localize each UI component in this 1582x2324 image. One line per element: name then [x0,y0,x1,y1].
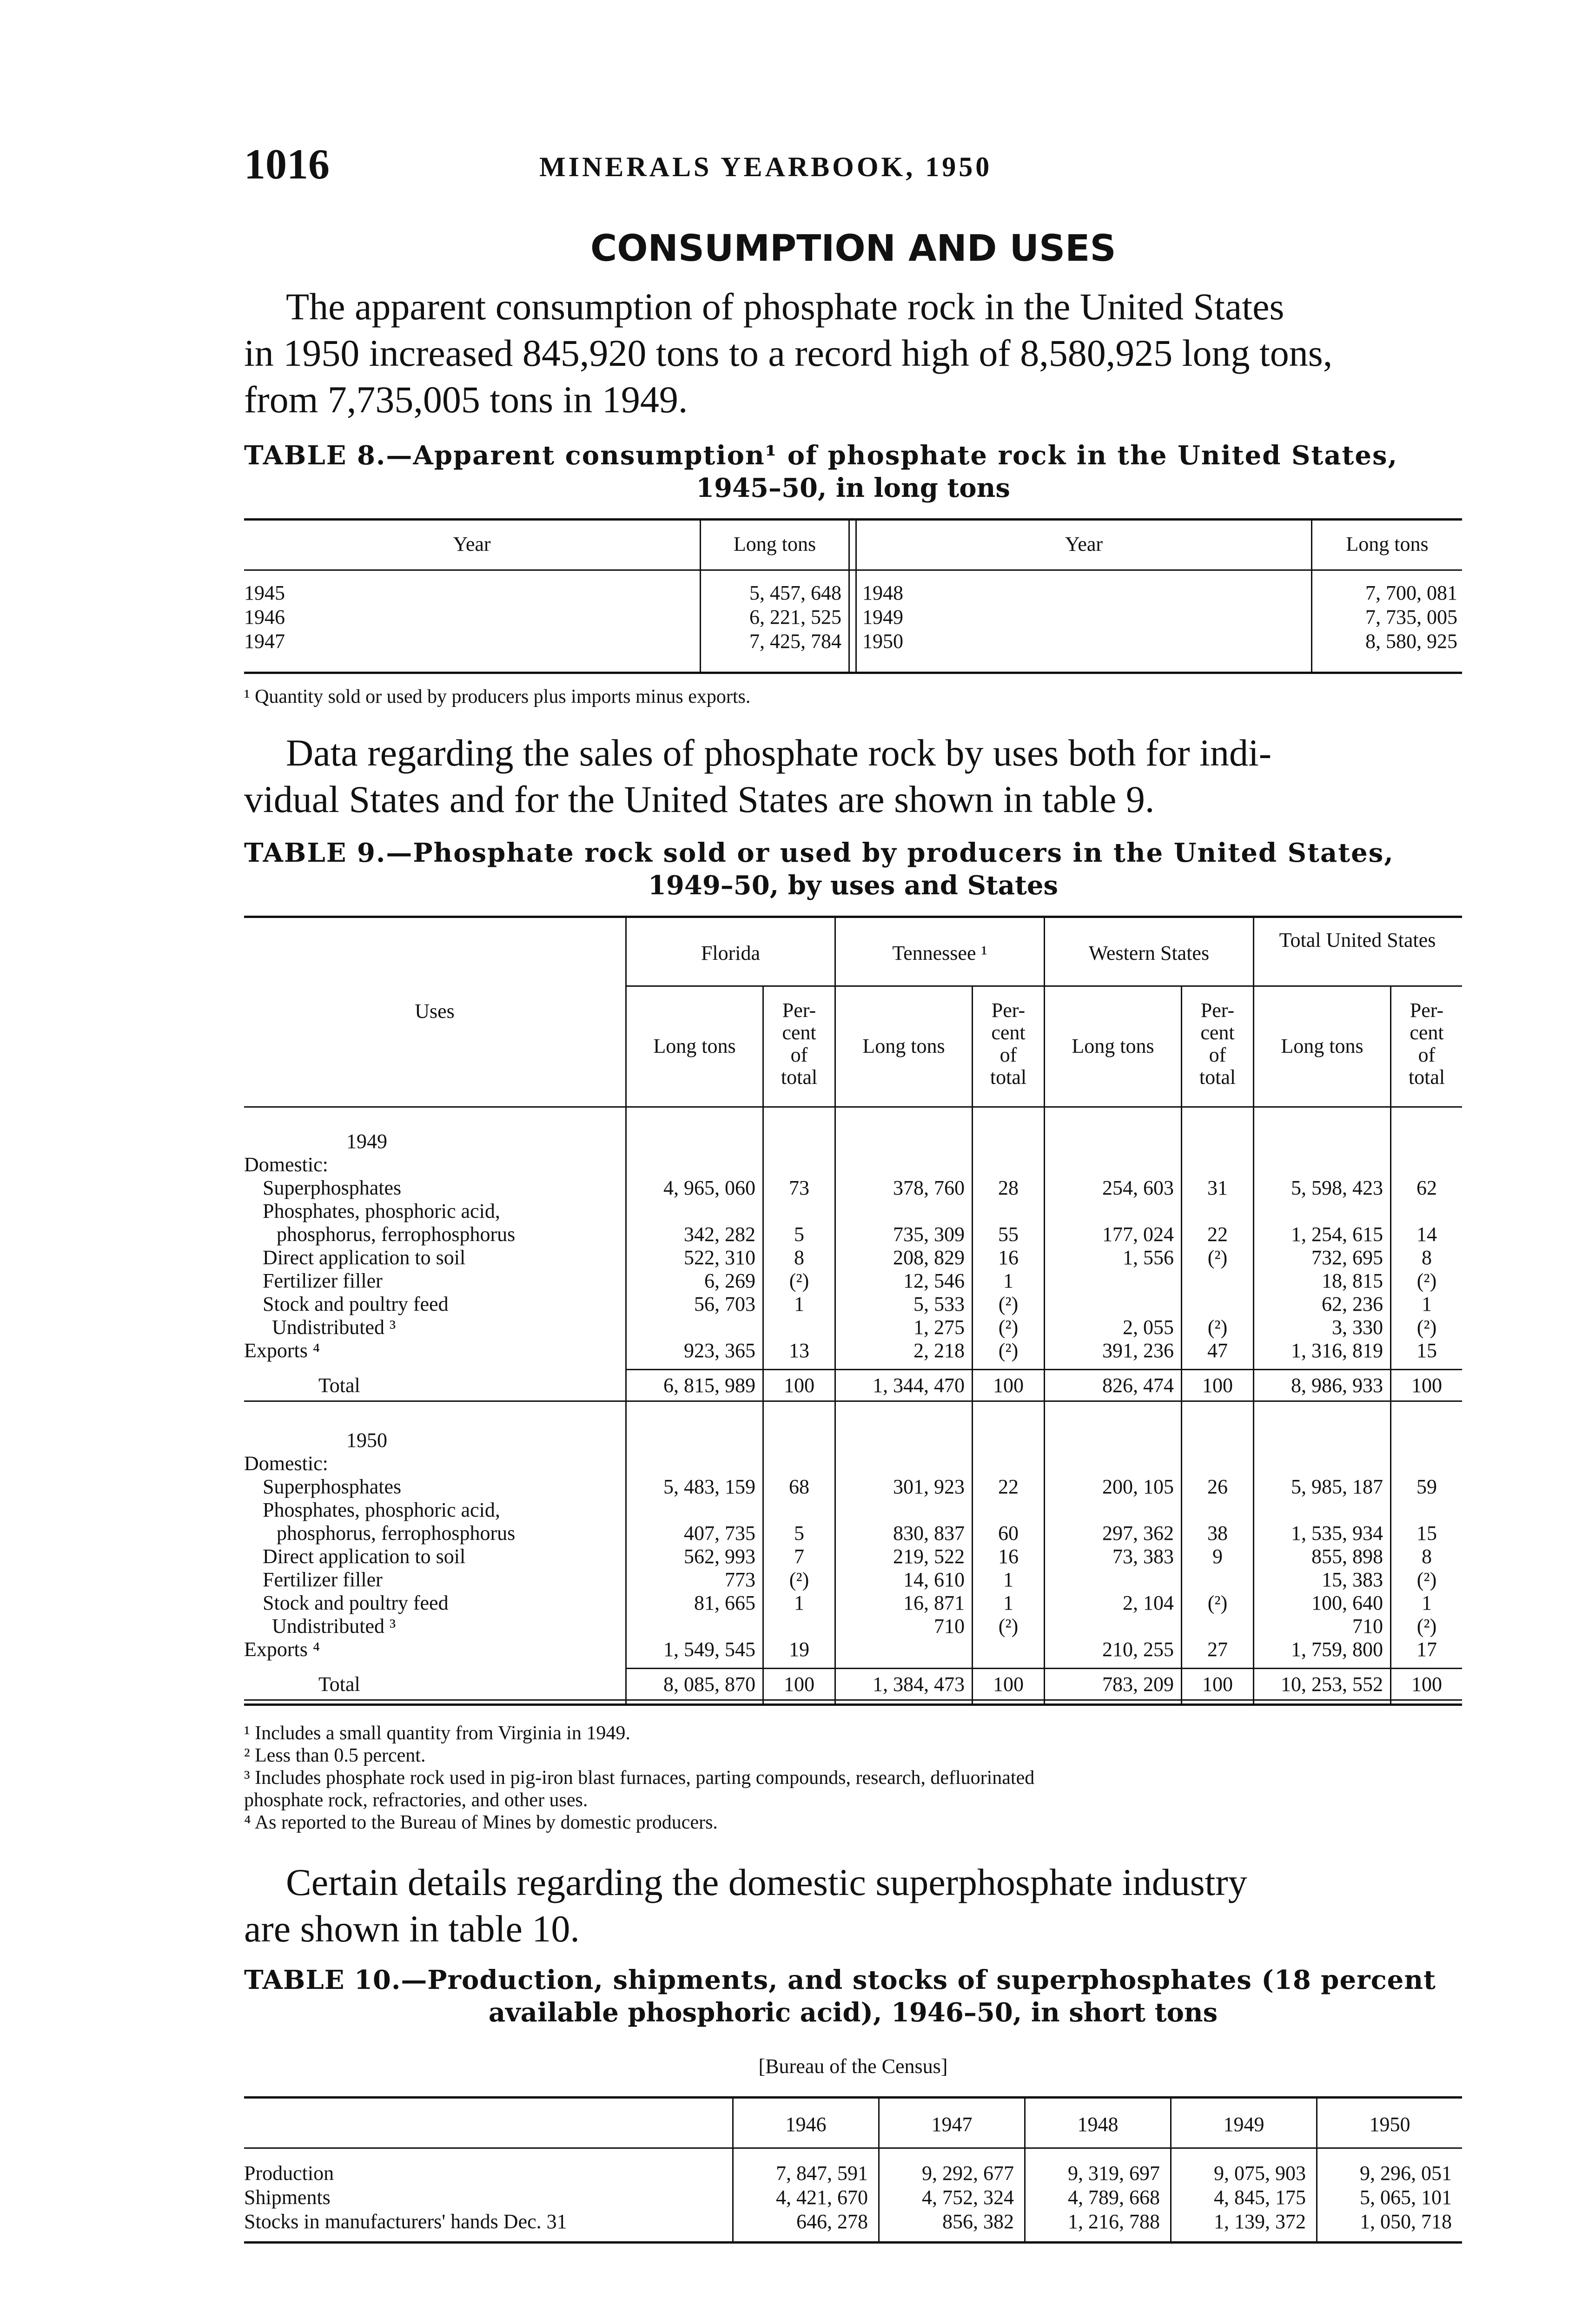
value-cell: 4, 752, 324 [922,2186,1014,2209]
subheader-percent-of-total: Per- [1200,999,1235,1022]
tons-cell: 2, 218 [913,1339,965,1362]
percent-cell: 100 [1202,1374,1233,1397]
value-cell: 1, 050, 718 [1360,2210,1452,2233]
percent-cell: 1 [1003,1568,1013,1591]
subheader-percent-of-total: cent [782,1021,816,1044]
tons-cell: 18, 815 [1322,1269,1383,1292]
percent-cell: 100 [993,1673,1024,1696]
value-cell: 1, 139, 372 [1214,2210,1306,2233]
percent-cell: 8 [1422,1545,1432,1568]
row-label: Phosphates, phosphoric acid, [263,1200,500,1222]
text-line: are shown in table 10. [244,1908,580,1950]
percent-cell: 100 [1411,1673,1442,1696]
row-label: Undistributed ³ [272,1316,396,1339]
row-label: Direct application to soil [263,1545,466,1568]
year-cell: 1946 [244,606,285,628]
year-column-header: 1949 [1223,2113,1264,2136]
row-label: phosphorus, ferrophosphorus [277,1522,516,1545]
percent-cell: (²) [998,1339,1019,1362]
percent-cell: (²) [1207,1591,1228,1614]
text-line: in 1950 increased 845,920 tons to a record high of 8,580,925 long tons, [244,332,1333,374]
table9-footnotes [244,1722,1462,1834]
footnote: ⁴ As reported to the Bureau of Mines by domestic producers. [244,1812,718,1833]
row-label: Exports ⁴ [244,1638,320,1661]
tons-cell: 1, 384, 473 [873,1673,965,1696]
value-cell: 856, 382 [942,2210,1014,2233]
percent-cell: 22 [998,1475,1019,1498]
row-label: Shipments [244,2186,331,2209]
col-header-long-tons: Long tons [1346,533,1429,555]
percent-cell: 1 [794,1293,804,1315]
tons-cell: 522, 310 [684,1246,755,1269]
text-line: Data regarding the sales of phosphate rock by uses both for indi- [286,732,1272,774]
row-label: Stock and poultry feed [263,1293,449,1315]
percent-cell: 1 [1003,1269,1013,1292]
tons-cell: 1, 759, 800 [1291,1638,1383,1661]
tons-cell: 391, 236 [1102,1339,1174,1362]
tons-cell: 15, 383 [1322,1568,1383,1591]
footnote: ¹ Includes a small quantity from Virginia in 1949. [244,1723,630,1744]
row-label: Superphosphates [263,1176,402,1199]
percent-cell: 73 [789,1176,809,1199]
percent-cell: 9 [1212,1545,1223,1568]
percent-cell: (²) [1417,1615,1437,1637]
subheader-percent-of-total: total [1408,1066,1445,1089]
tons-cell: 1, 556 [1123,1246,1174,1269]
footnote: phosphate rock, refractories, and other uses. [244,1789,588,1811]
percent-cell: 38 [1207,1522,1228,1545]
tons-cell: 73, 383 [1112,1545,1174,1568]
tons-cell: 16, 871 [903,1591,965,1614]
year-column-header: 1946 [785,2113,827,2136]
row-label: Phosphates, phosphoric acid, [263,1499,500,1521]
tons-cell: 8, 986, 933 [1291,1374,1383,1397]
tons-cell: 297, 362 [1102,1522,1174,1545]
value-cell: 9, 292, 677 [922,2162,1014,2185]
value-cell: 4, 845, 175 [1214,2186,1306,2209]
tons-cell: 5, 533 [913,1293,965,1315]
intro-paragraph [244,284,1462,423]
tons-cell: 773 [725,1568,755,1591]
percent-cell: 1 [794,1591,804,1614]
subheader-long-tons: Long tons [653,1035,736,1057]
percent-cell: 100 [1202,1673,1233,1696]
tons-cell: 1, 535, 934 [1291,1522,1383,1545]
tons-cell: 6, 815, 989 [663,1374,755,1397]
tons-cell: 2, 104 [1123,1591,1174,1614]
text-line: Certain details regarding the domestic superphosphate industry [286,1861,1247,1903]
year-column-header: 1948 [1077,2113,1119,2136]
tons-cell: 10, 253, 552 [1281,1673,1383,1696]
tons-cell: 254, 603 [1102,1176,1174,1199]
value-cell: 4, 789, 668 [1068,2186,1160,2209]
row-label: Fertilizer filler [263,1269,383,1292]
col-header-uses: Uses [415,1000,455,1023]
col-header-year: Year [1065,533,1103,555]
table9-caption [244,837,1462,902]
tons-cell: 4, 965, 060 [663,1176,755,1199]
percent-cell: 62 [1417,1176,1437,1199]
footnote: ³ Includes phosphate rock used in pig-iron blast furnaces, parting compounds, research, defluorinated [244,1767,1035,1789]
year-heading: 1949 [346,1130,387,1153]
percent-cell: 47 [1207,1339,1228,1362]
percent-cell: (²) [789,1568,809,1591]
tons-cell: 562, 993 [684,1545,755,1568]
subheader-percent-of-total: of [1418,1043,1436,1066]
caption-line: available phosphoric acid), 1946–50, in short tons [488,1997,1218,2028]
value-cell: 9, 296, 051 [1360,2162,1452,2185]
section-heading: CONSUMPTION AND USES [590,228,1116,270]
caption-line: 1949–50, by uses and States [648,870,1059,901]
subheader-long-tons: Long tons [1072,1035,1154,1057]
tons-cell: 8, 085, 870 [663,1673,755,1696]
percent-cell: (²) [1417,1316,1437,1339]
text-line: from 7,735,005 tons in 1949. [244,378,688,421]
percent-cell: 8 [1422,1246,1432,1269]
value-cell: 646, 278 [796,2210,868,2233]
year-cell: 1945 [244,581,285,604]
table8 [244,518,1462,676]
percent-cell: 26 [1207,1475,1228,1498]
paragraph-2 [244,730,1462,823]
percent-cell: 16 [998,1246,1019,1269]
total-row-label: Total [318,1374,360,1397]
caption-line: TABLE 8.—Apparent consumption¹ of phosphate rock in the United States, [244,440,1398,471]
row-label: Undistributed ³ [272,1615,396,1637]
tons-cell: 14, 610 [903,1568,965,1591]
tons-cell: 177, 024 [1102,1223,1174,1246]
year-heading: 1950 [346,1429,387,1452]
col-header-long-tons: Long tons [733,533,816,555]
running-title: MINERALS YEARBOOK, 1950 [539,152,993,182]
tons-cell: 1, 316, 819 [1291,1339,1383,1362]
text-line: vidual States and for the United States are shown in table 9. [244,778,1155,820]
group-header-western-states: Western States [1088,942,1210,964]
table8-caption [244,439,1462,504]
subheader-percent-of-total: Per- [991,999,1026,1022]
row-label: Production [244,2162,334,2185]
group-header-total-us: Total United States [1279,929,1436,951]
tons-cell: 1, 254, 615 [1291,1223,1383,1246]
subheader-long-tons: Long tons [1281,1035,1364,1057]
row-label: Stocks in manufacturers' hands Dec. 31 [244,2210,567,2233]
tons-cell: 407, 735 [684,1522,755,1545]
percent-cell: (²) [998,1293,1019,1315]
percent-cell: 28 [998,1176,1019,1199]
subheader-percent-of-total: total [990,1066,1027,1089]
percent-cell: 17 [1417,1638,1437,1661]
percent-cell: 15 [1417,1339,1437,1362]
tons-cell: 208, 829 [893,1246,965,1269]
caption-line: TABLE 9.—Phosphate rock sold or used by producers in the United States, [244,838,1394,868]
subheader-percent-of-total: total [781,1066,818,1089]
percent-cell: 31 [1207,1176,1228,1199]
tons-cell: 1, 275 [913,1316,965,1339]
table10-source: [Bureau of the Census] [758,2055,948,2078]
row-label: Exports ⁴ [244,1339,320,1362]
percent-cell: 100 [1411,1374,1442,1397]
row-label: Superphosphates [263,1475,402,1498]
percent-cell: (²) [1417,1568,1437,1591]
caption-line: TABLE 10.—Production, shipments, and stocks of superphosphates (18 percent [244,1965,1436,1995]
tons-cell: 3, 330 [1332,1316,1383,1339]
value-cell: 5, 065, 101 [1360,2186,1452,2209]
table10-caption [244,1964,1462,2029]
percent-cell: 100 [784,1673,814,1696]
percent-cell: 19 [789,1638,809,1661]
tons-cell: 100, 640 [1311,1591,1383,1614]
page-number: 1016 [244,140,330,188]
percent-cell: 60 [998,1522,1019,1545]
percent-cell: 1 [1003,1591,1013,1614]
tons-cell: 56, 703 [694,1293,755,1315]
subheader-percent-of-total: cent [1410,1021,1444,1044]
percent-cell: (²) [1207,1316,1228,1339]
value-cell: 4, 421, 670 [776,2186,868,2209]
subheader-percent-of-total: total [1199,1066,1236,1089]
tons-cell: 6, 269 [704,1269,755,1292]
tons-cell: 12, 546 [903,1269,965,1292]
tons-cell: 378, 760 [893,1176,965,1199]
subheader-percent-of-total: cent [991,1021,1026,1044]
tons-cell: 7, 425, 784 [749,630,841,653]
year-cell: 1948 [862,581,903,604]
tons-cell: 210, 255 [1102,1638,1174,1661]
percent-cell: 13 [789,1339,809,1362]
percent-cell: 55 [998,1223,1019,1246]
tons-cell: 7, 735, 005 [1365,606,1457,628]
table9 [244,916,1462,1708]
percent-cell: 59 [1417,1475,1437,1498]
percent-cell: 5 [794,1522,804,1545]
tons-cell: 1, 344, 470 [873,1374,965,1397]
group-header-tennessee: Tennessee ¹ [892,942,987,964]
percent-cell: 1 [1422,1293,1432,1315]
percent-cell: (²) [789,1269,809,1292]
tons-cell: 5, 483, 159 [663,1475,755,1498]
year-column-header: 1947 [931,2113,973,2136]
tons-cell: 342, 282 [684,1223,755,1246]
percent-cell: 1 [1422,1591,1432,1614]
year-cell: 1950 [862,630,903,653]
tons-cell: 81, 665 [694,1591,755,1614]
tons-cell: 5, 457, 648 [749,581,841,604]
subheader-percent-of-total: cent [1200,1021,1235,1044]
year-cell: 1947 [244,630,285,653]
tons-cell: 62, 236 [1322,1293,1383,1315]
percent-cell: 100 [784,1374,814,1397]
group-header-florida: Florida [701,942,761,964]
tons-cell: 5, 985, 187 [1291,1475,1383,1498]
percent-cell: 68 [789,1475,809,1498]
row-label: phosphorus, ferrophosphorus [277,1223,516,1246]
total-row-label: Total [318,1673,360,1696]
subheader-long-tons: Long tons [862,1035,945,1057]
subheader-percent-of-total: of [1209,1043,1226,1066]
tons-cell: 2, 055 [1123,1316,1174,1339]
tons-cell: 7, 700, 081 [1365,581,1457,604]
subheader-percent-of-total: Per- [782,999,816,1022]
tons-cell: 710 [934,1615,965,1637]
percent-cell: 5 [794,1223,804,1246]
value-cell: 9, 075, 903 [1214,2162,1306,2185]
value-cell: 7, 847, 591 [776,2162,868,2185]
tons-cell: 855, 898 [1311,1545,1383,1568]
percent-cell: 8 [794,1246,804,1269]
percent-cell: 22 [1207,1223,1228,1246]
percent-cell: 100 [993,1374,1024,1397]
tons-cell: 200, 105 [1102,1475,1174,1498]
col-header-year: Year [453,533,491,555]
table10 [244,2096,1462,2245]
domestic-heading: Domestic: [244,1153,328,1176]
row-label: Direct application to soil [263,1246,466,1269]
percent-cell: 7 [794,1545,804,1568]
value-cell: 1, 216, 788 [1068,2210,1160,2233]
percent-cell: 27 [1207,1638,1228,1661]
domestic-heading: Domestic: [244,1452,328,1475]
subheader-percent-of-total: Per- [1410,999,1444,1022]
text-line: The apparent consumption of phosphate rock in the United States [286,285,1284,328]
subheader-percent-of-total: of [1000,1043,1017,1066]
paragraph-3 [244,1859,1462,1952]
percent-cell: 14 [1417,1223,1437,1246]
tons-cell: 301, 923 [893,1475,965,1498]
tons-cell: 5, 598, 423 [1291,1176,1383,1199]
percent-cell: 16 [998,1545,1019,1568]
subheader-percent-of-total: of [790,1043,808,1066]
percent-cell: (²) [1207,1246,1228,1269]
tons-cell: 783, 209 [1102,1673,1174,1696]
table8-footnote: ¹ Quantity sold or used by producers plus imports minus exports. [244,686,751,707]
tons-cell: 219, 522 [893,1545,965,1568]
tons-cell: 710 [1352,1615,1383,1637]
footnote: ² Less than 0.5 percent. [244,1745,426,1766]
row-label: Fertilizer filler [263,1568,383,1591]
percent-cell: (²) [1417,1269,1437,1292]
tons-cell: 923, 365 [684,1339,755,1362]
percent-cell: (²) [998,1615,1019,1637]
percent-cell: 15 [1417,1522,1437,1545]
row-label: Stock and poultry feed [263,1591,449,1614]
tons-cell: 830, 837 [893,1522,965,1545]
value-cell: 9, 319, 697 [1068,2162,1160,2185]
tons-cell: 826, 474 [1102,1374,1174,1397]
tons-cell: 1, 549, 545 [663,1638,755,1661]
year-column-header: 1950 [1369,2113,1410,2136]
percent-cell: (²) [998,1316,1019,1339]
year-cell: 1949 [862,606,903,628]
tons-cell: 732, 695 [1311,1246,1383,1269]
tons-cell: 8, 580, 925 [1365,630,1457,653]
tons-cell: 6, 221, 525 [749,606,841,628]
caption-line: 1945–50, in long tons [696,473,1010,503]
tons-cell: 735, 309 [893,1223,965,1246]
